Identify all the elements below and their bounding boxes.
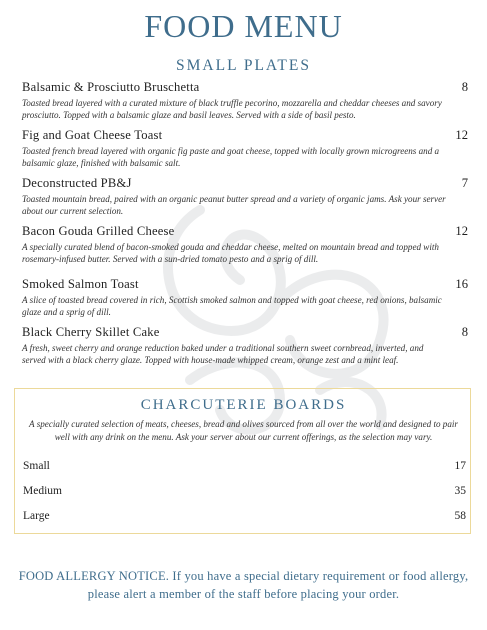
item-description: Toasted mountain bread, paired with an organic peanut butter spread and a variety of organic jams. Ask your server about our current selection. (22, 194, 446, 216)
board-size-price: 58 (454, 510, 466, 522)
item-name: Smoked Salmon Toast (22, 277, 139, 291)
menu-item (22, 224, 468, 265)
item-price: 8 (461, 325, 468, 339)
menu-item (22, 277, 468, 318)
item-price: 12 (455, 128, 468, 142)
board-size-price: 35 (454, 485, 466, 497)
item-name: Fig and Goat Cheese Toast (22, 128, 163, 142)
board-size-row (23, 460, 466, 472)
board-size-label: Medium (23, 485, 62, 497)
board-size-row (23, 510, 466, 522)
board-size-label: Small (23, 460, 50, 472)
menu-item (22, 325, 468, 366)
item-price: 7 (461, 176, 468, 190)
menu-item (22, 80, 468, 121)
item-description: Toasted french bread layered with organic fig paste and goat cheese, topped with locally grown microgreens and a balsamic glaze, finished with balsamic salt. (22, 146, 440, 168)
allergy-notice: FOOD ALLERGY NOTICE. If you have a special dietary requirement or food allergy, please alert a member of the staff before placing your order. (18, 569, 469, 601)
item-price: 16 (455, 277, 468, 291)
page-title: FOOD MENU (144, 8, 343, 44)
item-name: Black Cherry Skillet Cake (22, 325, 160, 339)
charcuterie-box (14, 388, 471, 534)
board-size-price: 17 (454, 460, 466, 472)
item-description: A slice of toasted bread covered in rich, Scottish smoked salmon and topped with goat cheese, red onions, balsamic glaze and a sprig of dill. (22, 295, 442, 317)
item-name: Bacon Gouda Grilled Cheese (22, 224, 175, 238)
board-size-label: Large (23, 510, 50, 522)
item-price: 8 (461, 80, 468, 94)
item-description: A specially curated blend of bacon-smoked gouda and cheddar cheese, melted on mountain bread and topped with rosemary-infused butter. Served with a sun-dried tomato pesto and a sprig of dill. (22, 242, 439, 264)
small-plates-heading: SMALL PLATES (176, 57, 311, 74)
charcuterie-heading: CHARCUTERIE BOARDS (140, 397, 347, 413)
item-name: Deconstructed PB&J (22, 176, 132, 190)
item-price: 12 (455, 224, 468, 238)
charcuterie-description: A specially curated selection of meats, cheeses, bread and olives sourced from all over the world and designed to pair well with any drink on the menu. Ask your server about our current offerings, as the selection may vary. (29, 419, 458, 442)
board-size-row (23, 485, 466, 497)
menu-item (22, 176, 468, 217)
item-name: Balsamic & Prosciutto Bruschetta (22, 80, 200, 94)
item-description: A fresh, sweet cherry and orange reduction baked under a traditional southern sweet cornbread, inverted, and served with a black cherry glaze. Topped with house-made whipped cream, orange zest and a mint leaf. (22, 343, 424, 365)
item-description: Toasted bread layered with a curated mixture of black truffle pecorino, mozzarella and cheddar cheeses and savory prosciutto. Topped with a balsamic glaze and basil leaves. Served with a side of basil pesto. (22, 98, 442, 120)
menu-item (22, 128, 468, 169)
